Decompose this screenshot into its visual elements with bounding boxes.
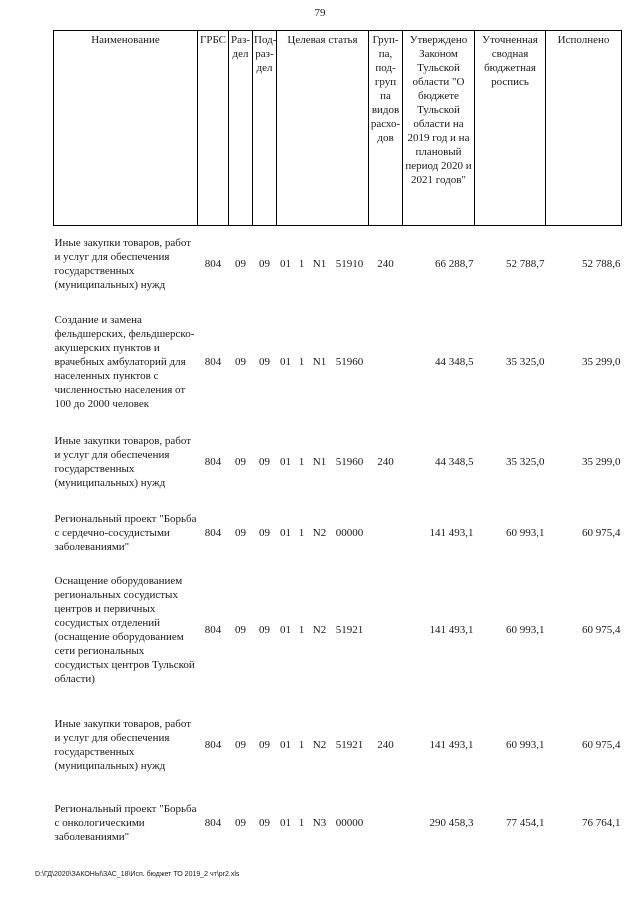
- table-row: [54, 303, 622, 421]
- row-name: Создание и замена фельдшерских, фельдшерско-акушерских пунктов и врачебных амбулаторий для населенных пунктов с численностью населения от 100 до 2000 человек: [54, 313, 195, 410]
- row-executed: 60 975,4: [582, 739, 621, 751]
- row-executed: 76 764,1: [582, 816, 621, 829]
- row-name: Иные закупки товаров, работ и услуг для обеспечения государственных (муниципальных) нужд: [54, 434, 192, 489]
- row-grbs: 804: [204, 816, 222, 829]
- header-razdel: Раз-дел: [229, 31, 253, 226]
- row-cs4: 51960: [335, 455, 364, 468]
- page-number: 79: [314, 7, 326, 19]
- row-name: Региональный проект "Борьба с онкологическими заболеваниями": [54, 802, 197, 843]
- row-cs2: 1: [298, 455, 305, 468]
- row-cs2: 1: [298, 355, 305, 368]
- row-razdel: 09: [235, 455, 246, 468]
- row-grbs: 804: [204, 624, 222, 636]
- row-refined: 60 993,1: [506, 526, 545, 539]
- row-approved: 44 348,5: [435, 355, 474, 368]
- row-razdel: 09: [235, 739, 246, 751]
- header-podrazdel: Под-раз-дел: [253, 31, 277, 226]
- row-refined: 35 325,0: [506, 355, 545, 368]
- row-vr: [369, 503, 403, 563]
- row-name: Региональный проект "Борьба с сердечно-сосудистыми заболеваниями": [54, 512, 197, 553]
- row-approved: 141 493,1: [429, 739, 474, 751]
- row-cs1: 01: [280, 816, 291, 829]
- header-target-article: Целевая статья: [277, 31, 369, 226]
- header-executed: Исполнено: [546, 31, 622, 226]
- table-row: [54, 698, 622, 793]
- budget-table: [53, 30, 622, 853]
- row-refined: 60 993,1: [506, 739, 545, 751]
- header-refined: Уточненная сводная бюджетная роспись: [475, 31, 546, 226]
- row-cs1: 01: [280, 739, 291, 751]
- row-executed: 60 975,4: [582, 624, 621, 636]
- row-cs4: 51910: [335, 258, 364, 271]
- row-refined: 35 325,0: [506, 455, 545, 468]
- row-approved: 141 493,1: [429, 526, 474, 539]
- file-path-footer: D:\ГД\2020\ЗАКОНЫ\ЗАС_18\Исп. бюджет ТО 2019_2 чт\pr2.xls: [35, 871, 240, 878]
- row-grbs: 804: [204, 526, 222, 539]
- row-podrazdel: 09: [259, 624, 270, 636]
- row-vr: 240: [377, 258, 394, 271]
- table-header-row: [54, 31, 622, 226]
- row-vr: 240: [377, 455, 394, 468]
- row-podrazdel: 09: [259, 355, 270, 368]
- row-podrazdel: 09: [259, 455, 270, 468]
- row-cs1: 01: [280, 258, 291, 271]
- row-refined: 77 454,1: [506, 816, 545, 829]
- header-grbs: ГРБС: [198, 31, 229, 226]
- row-name: Иные закупки товаров, работ и услуг для обеспечения государственных (муниципальных) нужд: [54, 237, 192, 292]
- table-row: [54, 226, 622, 303]
- row-cs1: 01: [280, 526, 291, 539]
- row-cs3: N1: [312, 355, 327, 368]
- row-podrazdel: 09: [259, 739, 270, 751]
- row-cs4: 51921: [335, 624, 364, 636]
- row-cs3: N2: [312, 739, 327, 751]
- header-name: Наименование: [54, 31, 198, 226]
- row-executed: 52 788,6: [582, 258, 621, 271]
- row-razdel: 09: [235, 526, 246, 539]
- row-cs1: 01: [280, 624, 291, 636]
- row-cs4: 51921: [335, 739, 364, 751]
- row-vr: [369, 793, 403, 853]
- row-approved: 141 493,1: [429, 624, 474, 636]
- row-approved: 66 288,7: [435, 258, 474, 271]
- row-podrazdel: 09: [259, 526, 270, 539]
- row-vr: 240: [377, 739, 394, 751]
- row-cs3: N1: [312, 258, 327, 271]
- row-vr: [369, 563, 403, 698]
- row-cs3: N2: [312, 624, 327, 636]
- row-name: Иные закупки товаров, работ и услуг для обеспечения государственных (муниципальных) нужд: [54, 718, 192, 772]
- row-executed: 60 975,4: [582, 526, 621, 539]
- row-grbs: 804: [204, 258, 222, 271]
- row-cs3: N1: [312, 455, 327, 468]
- row-cs4: 00000: [335, 526, 364, 539]
- table-row: [54, 563, 622, 698]
- row-cs3: N2: [312, 526, 327, 539]
- row-vr: [369, 303, 403, 421]
- header-expense-group: Груп-па, под-груп па видов расхо-дов: [369, 31, 403, 226]
- row-refined: 60 993,1: [506, 624, 545, 636]
- row-cs2: 1: [298, 258, 305, 271]
- row-podrazdel: 09: [259, 258, 270, 271]
- row-razdel: 09: [235, 355, 246, 368]
- row-cs1: 01: [280, 355, 291, 368]
- row-refined: 52 788,7: [506, 258, 545, 271]
- row-grbs: 804: [204, 739, 222, 751]
- row-executed: 35 299,0: [582, 355, 621, 368]
- row-podrazdel: 09: [259, 816, 270, 829]
- row-grbs: 804: [204, 355, 222, 368]
- row-name: Оснащение оборудованием региональных сосудистых центров и первичных сосудистых отделений (оснащение оборудованием сети региональных сосудистых центров Тульской области): [54, 575, 195, 685]
- table-row: [54, 421, 622, 503]
- row-cs3: N3: [312, 816, 327, 829]
- row-razdel: 09: [235, 258, 246, 271]
- row-cs2: 1: [298, 739, 305, 751]
- row-approved: 290 458,3: [429, 816, 474, 829]
- row-cs2: 1: [298, 624, 305, 636]
- row-razdel: 09: [235, 816, 246, 829]
- row-cs4: 51960: [335, 355, 364, 368]
- row-cs2: 1: [298, 526, 305, 539]
- header-approved: Утверждено Законом Тульской области "О бюджете Тульской области на 2019 год и на плановый период 2020 и 2021 годов": [403, 31, 475, 226]
- row-cs1: 01: [280, 455, 291, 468]
- row-approved: 44 348,5: [435, 455, 474, 468]
- row-executed: 35 299,0: [582, 455, 621, 468]
- row-grbs: 804: [204, 455, 222, 468]
- row-cs4: 00000: [335, 816, 364, 829]
- row-cs2: 1: [298, 816, 305, 829]
- row-razdel: 09: [235, 624, 246, 636]
- table-row: [54, 793, 622, 853]
- table-row: [54, 503, 622, 563]
